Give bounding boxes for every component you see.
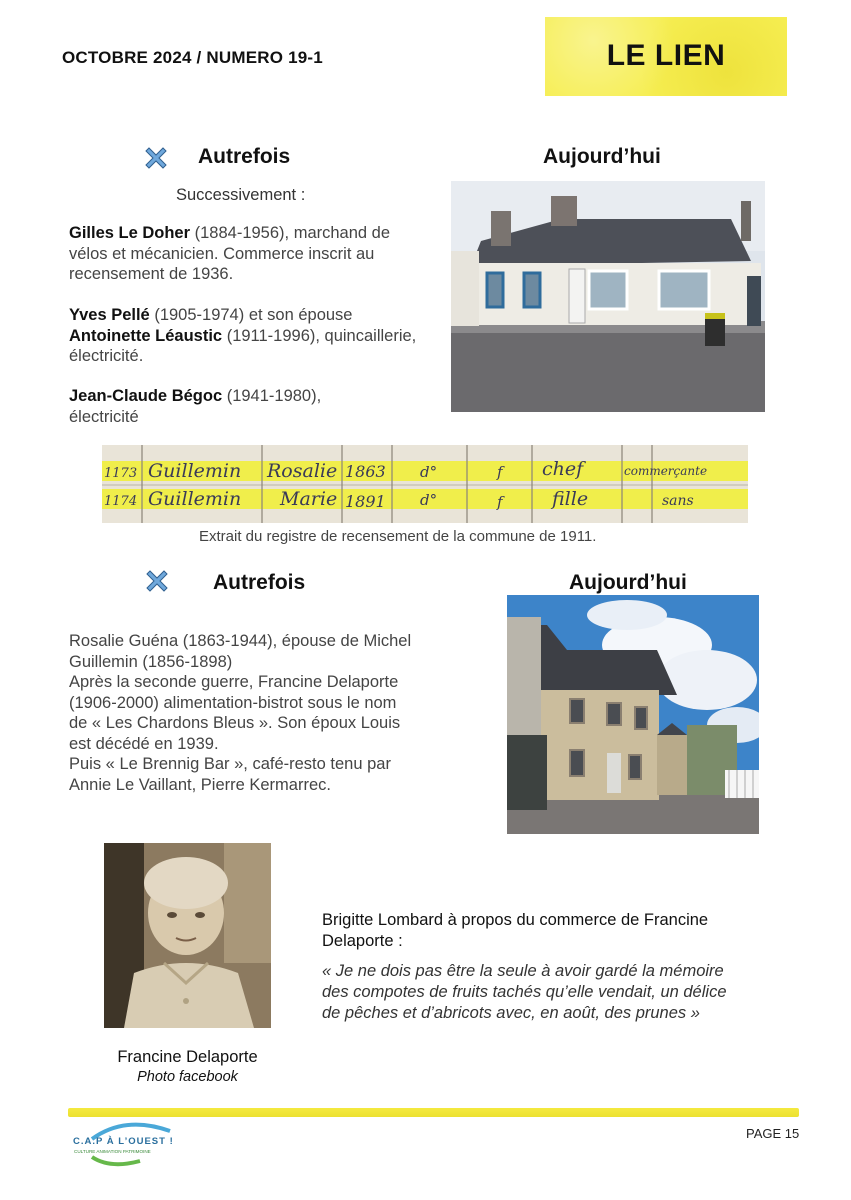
entry-le-doher: [69, 223, 429, 285]
history-line: de « Les Chardons Bleus ». Son époux Louis: [69, 714, 401, 732]
page-number: PAGE 15: [746, 1126, 800, 1141]
register-row-number: 1174: [104, 494, 138, 509]
history-line: Après la seconde guerre, Francine Delaporte: [69, 673, 399, 691]
section2-history: [69, 631, 469, 795]
portrait-photo: [104, 843, 271, 1028]
register-role: chef: [542, 458, 584, 480]
census-register-extract: [102, 445, 748, 523]
register-role: fille: [552, 488, 589, 510]
cap-a-louest-logo: [70, 1117, 180, 1169]
quote-intro-line: Delaporte :: [322, 932, 403, 950]
footer-rule: [68, 1108, 799, 1117]
register-ditto: d°: [420, 463, 438, 481]
cross-icon: [144, 568, 170, 594]
portrait-caption-name: Francine Delaporte: [117, 1048, 258, 1066]
register-ditto: d°: [420, 491, 438, 509]
history-line: (1906-2000) alimentation-bistrot sous le nom: [69, 693, 397, 712]
history-line: Puis « Le Brennig Bar », café-resto tenu par: [69, 755, 391, 773]
history-line: Rosalie Guéna (1863-1944), épouse de Michel: [69, 632, 412, 650]
register-firstname: Rosalie: [267, 460, 338, 482]
history-line: Guillemin (1856-1898): [69, 652, 233, 671]
section2-today-heading: Aujourd’hui: [569, 571, 687, 594]
entry-name-2: Antoinette Léaustic: [69, 326, 223, 345]
register-caption: Extrait du registre de recensement de la commune de 1911.: [199, 528, 597, 545]
entry-begoc: [69, 386, 379, 427]
logo-subtext: CULTURE ANIMATION PATRIMOINE: [74, 1149, 151, 1154]
quote-line: de pêches et d’abricots avec, en août, des prunes »: [322, 1004, 700, 1022]
history-line: Annie Le Vaillant, Pierre Kermarrec.: [69, 775, 331, 794]
register-birth-year: 1891: [345, 492, 386, 511]
quote-intro: [322, 910, 782, 952]
entry-text-2: (1911-1996), quincaillerie, électricité.: [69, 326, 417, 365]
section2-past-heading: Autrefois: [213, 571, 306, 594]
entry-name: Yves Pellé: [69, 306, 150, 324]
entry-name: Gilles Le Doher: [69, 224, 191, 242]
cross-icon: [143, 145, 169, 171]
register-occupation: commerçante: [624, 464, 708, 478]
register-surname: Guillemin: [148, 460, 242, 482]
section1-past-heading: Autrefois: [198, 145, 291, 168]
issue-label: OCTOBRE 2024 / NUMERO 19-1: [62, 48, 323, 67]
section1-today-heading: Aujourd’hui: [543, 145, 661, 168]
register-occupation: sans: [662, 493, 694, 509]
quote-line: « Je ne dois pas être la seule à avoir gardé la mémoire: [322, 962, 724, 980]
house-photo-today-2: [507, 595, 759, 834]
section1-intro: Successivement :: [176, 186, 306, 204]
entry-name: Jean-Claude Bégoc: [69, 387, 223, 405]
newsletter-title: LE LIEN: [606, 39, 726, 72]
register-sex: f: [497, 493, 503, 511]
register-birth-year: 1863: [345, 462, 386, 481]
quote-intro-line: Brigitte Lombard à propos du commerce de Francine: [322, 911, 709, 929]
entry-pelle: [69, 305, 429, 367]
logo-text: C.A.P À L’OUEST !: [73, 1136, 174, 1147]
entry-text: (1884-1956), marchand de vélos et mécanicien. Commerce inscrit au recensement de 1936.: [69, 224, 391, 283]
newsletter-title-box: [545, 17, 787, 96]
portrait-caption-source: Photo facebook: [137, 1069, 238, 1085]
entry-text: (1905-1974) et son épouse: [149, 306, 353, 324]
register-sex: f: [497, 463, 503, 481]
quote-text: [322, 961, 792, 1024]
history-line: est décédé en 1939.: [69, 734, 219, 753]
register-row-number: 1173: [104, 466, 138, 481]
register-surname: Guillemin: [148, 488, 242, 510]
house-photo-today-1: [451, 181, 765, 412]
quote-line: des compotes de fruits tachés qu’elle vendait, un délice: [322, 983, 727, 1001]
entry-text: (1941-1980), électricité: [69, 387, 322, 426]
register-firstname: Marie: [280, 488, 338, 510]
